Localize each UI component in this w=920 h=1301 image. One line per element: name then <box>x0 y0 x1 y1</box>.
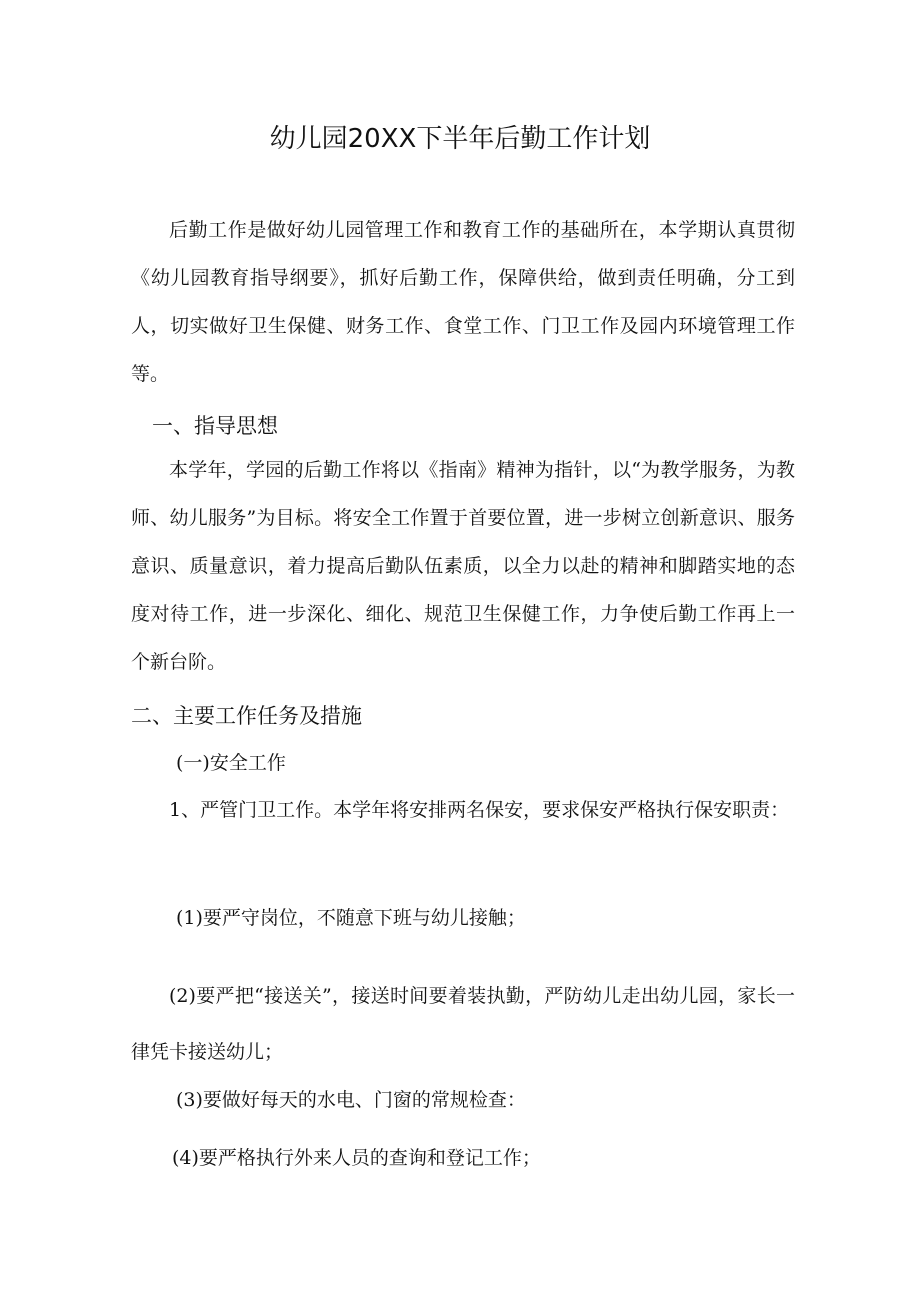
section-2-heading: 二、主要工作任务及措施 <box>131 704 362 728</box>
intro-paragraph: 后勤工作是做好幼儿园管理工作和教育工作的基础所在，本学期认真贯彻《幼儿园教育指导纲要》，抓好后勤工作，保障供给，做到责任明确，分工到人，切实做好卫生保健、财务工作、食堂工作、门卫工作及园内环境管理工作等。 <box>131 219 795 385</box>
subsection-heading: (一)安全工作 <box>176 752 286 774</box>
point-4: (4)要严格执行外来人员的查询和登记工作； <box>172 1147 541 1169</box>
item-1-paragraph: 1、严管门卫工作。本学年将安排两名保安，要求保安严格执行保安职责： <box>169 799 790 821</box>
section-1-body: 本学年，学园的后勤工作将以《指南》精神为指针，以“为教学服务，为教师、幼儿服务”为目标。将安全工作置于首要位置，进一步树立创新意识、服务意识、质量意识，着力提高后勤队伍素质，以全力以赴的精神和脚踏实地的态度对待工作，进一步深化、细化、规范卫生保健工作，力争使后勤工作再上一个新台阶。 <box>131 459 795 673</box>
point-2: (2)要严把“接送关”，接送时间要着装执勤，严防幼儿走出幼儿园，家长一律凭卡接送幼儿； <box>131 985 795 1063</box>
point-1: (1)要严守岗位，不随意下班与幼儿接触； <box>176 907 526 929</box>
section-1-heading: 一、指导思想 <box>152 414 278 438</box>
point-3: (3)要做好每天的水电、门窗的常规检查： <box>176 1089 526 1111</box>
document-title: 幼儿园20XX下半年后勤工作计划 <box>269 124 651 154</box>
